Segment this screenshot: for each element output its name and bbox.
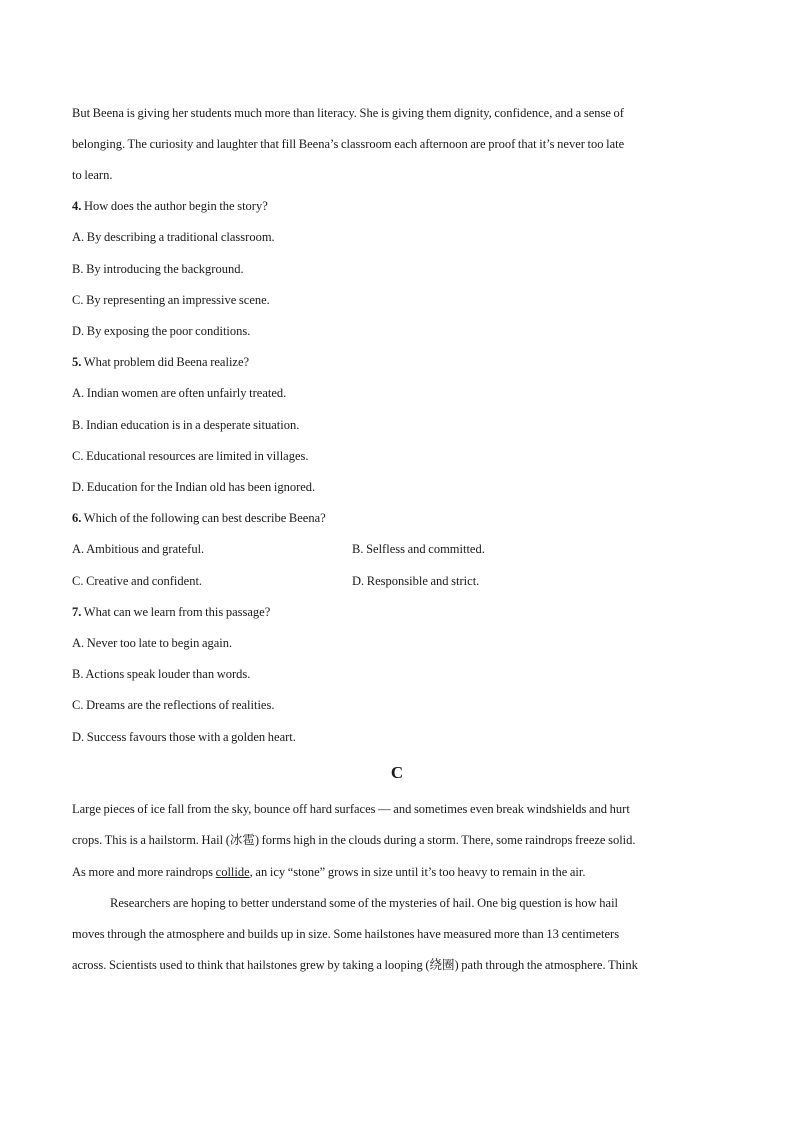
passage-c-p2-line-1: Researchers are hoping to better understand some of the mysteries of hail. One big question is how hail (110, 896, 619, 910)
q5-option-c: C. Educational resources are limited in villages. (72, 449, 309, 463)
passage-c-p1-line-1: Large pieces of ice fall from the sky, bounce off hard surfaces — and sometimes even break windshields and hurt (72, 802, 630, 816)
question-4 (72, 198, 268, 214)
q7-option-c: C. Dreams are the reflections of realities. (72, 698, 275, 712)
question-text: What can we learn from this passage? (83, 605, 271, 619)
passage-b-line-1: But Beena is giving her students much more than literacy. She is giving them dignity, confidence, and a sense of (72, 106, 624, 120)
passage-c-p2-line-3: across. Scientists used to think that hailstones grew by taking a looping (绕圈) path through the atmosphere. Think (72, 958, 638, 972)
passage-b-line-2: belonging. The curiosity and laughter that fill Beena’s classroom each afternoon are proof that it’s never too late (72, 137, 625, 151)
q7-option-d: D. Success favours those with a golden heart. (72, 730, 296, 744)
passage-c-p1-line-2: crops. This is a hailstorm. Hail (冰雹) forms high in the clouds during a storm. There, some raindrops freeze solid. (72, 833, 636, 847)
q4-option-b: B. By introducing the background. (72, 262, 244, 276)
question-text: How does the author begin the story? (84, 199, 268, 213)
underlined-word: collide (215, 865, 250, 879)
passage-b-line-3: to learn. (72, 168, 113, 182)
question-6 (72, 510, 326, 526)
question-number: 6. (72, 511, 82, 525)
passage-c-p1-line-3 (72, 864, 586, 880)
q4-option-c: C. By representing an impressive scene. (72, 293, 270, 307)
question-number: 4. (72, 199, 82, 213)
q7-option-b: B. Actions speak louder than words. (72, 667, 251, 681)
q5-option-b: B. Indian education is in a desperate situation. (72, 418, 300, 432)
question-7 (72, 604, 270, 620)
q5-option-d: D. Education for the Indian old has been ignored. (72, 480, 316, 494)
question-text: What problem did Beena realize? (83, 355, 250, 369)
q4-option-d: D. By exposing the poor conditions. (72, 324, 251, 338)
text-before: As more and more raindrops (72, 865, 216, 879)
q6-option-a: A. Ambitious and grateful. (72, 542, 205, 556)
section-heading: C (390, 763, 404, 782)
q5-option-a: A. Indian women are often unfairly treated. (72, 386, 287, 400)
text-after: , an icy “stone” grows in size until it’s too heavy to remain in the air. (249, 865, 586, 879)
q6-option-b: B. Selfless and committed. (352, 542, 485, 556)
question-5 (72, 354, 249, 370)
question-text: Which of the following can best describe Beena? (83, 511, 326, 525)
q6-option-d: D. Responsible and strict. (352, 574, 480, 588)
q6-option-c: C. Creative and confident. (72, 574, 203, 588)
question-number: 5. (72, 355, 82, 369)
question-number: 7. (72, 605, 82, 619)
q4-option-a: A. By describing a traditional classroom. (72, 230, 275, 244)
q7-option-a: A. Never too late to begin again. (72, 636, 233, 650)
passage-c-p2-line-2: moves through the atmosphere and builds up in size. Some hailstones have measured more than 13 centimeters (72, 927, 620, 941)
